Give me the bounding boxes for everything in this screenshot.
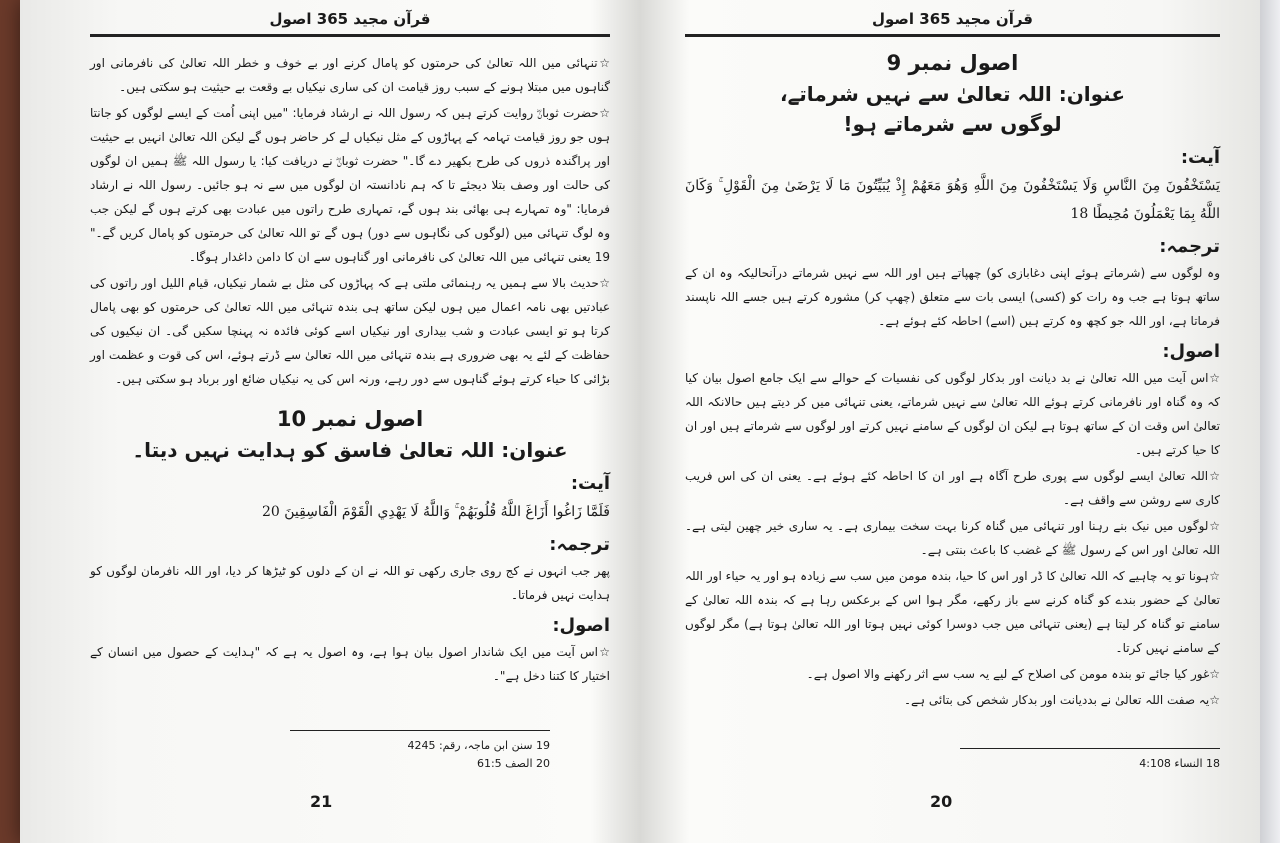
- tarjuma-label: ترجمہ:: [549, 534, 610, 555]
- paragraph: ☆حضرت ثوبانؓ روایت کرتے ہیں کہ رسول اللہ نے ارشاد فرمایا: "میں اپنی اُمت کے ایسے لوگوں کو جانتا ہوں جو روز قیامت تہامہ کے پہاڑوں کے مثل نیکیاں لے کر حاضر ہوں گے لیکن اللہ تعالیٰ انہیں بے حیثیت اور پراگندہ ذروں کی طرح بکھیر دے گا۔" حضرت ثوبانؓ نے دریافت کیا: یا رسول اللہ ﷺ ہمیں ان لوگوں کی حالت اور وصف بتلا دیجئے تا کہ ہم نادانستہ ان لوگوں میں سے نہ ہو جائیں۔ رسول اللہ نے ارشاد فرمایا: "وہ تمہارے ہی بھائی بند ہوں گے، تمہاری طرح راتوں میں عبادت بھی کرتے ہوں گے لیکن جب وہ لوگ تنہائی میں (لوگوں کی نگاہوں سے دور) ہوں گے تو اللہ تعالیٰ کی حرمتوں کو پامال کریں گے۔" 19 یعنی تنہائی میں اللہ تعالیٰ کی نافرمانی اور گناہوں سے ان کا دامن داغدار ہوگا۔: [90, 106, 610, 264]
- ayat-label: آیت:: [570, 473, 610, 494]
- principle-number: اصول نمبر 9: [886, 51, 1019, 75]
- paragraph: ☆ہونا تو یہ چاہیے کہ اللہ تعالیٰ کا ڈر اور اس کا حیا، بندہ مومن میں سب سے زیادہ ہو اور یہ حیاء اور اللہ تعالیٰ کے حضور بندے کو گناہ کرنے سے باز رکھے، مگر ہوا اس کے برعکس رہا ہے کہ بندہ اللہ تعالیٰ کے سامنے تو گناہ کر لیتا ہے (یعنی تنہائی میں جب دوسرا کوئی نہیں ہوتا اور اللہ تعالیٰ ہوتا ہے) مگر لوگوں کے سامنے نہیں کرتا۔: [685, 569, 1220, 655]
- principle-title-line2: لوگوں سے شرماتے ہو!: [843, 112, 1062, 136]
- page-edge: [1260, 0, 1280, 843]
- book-cover-edge: [0, 0, 22, 843]
- paragraph: ☆اللہ تعالیٰ ایسے لوگوں سے پوری طرح آگاہ ہے اور ان کا احاطہ کئے ہوئے ہے۔ یعنی ان کی اس فریب کاری سے روشن سے واقف ہے۔: [685, 469, 1220, 507]
- tarjuma-text: وہ لوگوں سے (شرماتے ہوئے اپنی دغابازی کو) چھپاتے ہیں اور اللہ سے نہیں شرماتے درآنحالیکہ وہ ان کے ساتھ ہوتا ہے جب وہ رات کو (کسی) ایسی بات سے متعلق (چھپ کر) مشورہ کرتے ہیں جسے اللہ ناپسند فرماتا ہے، اور اللہ جو کچھ وہ کرتے ہیں (اسے) احاطہ کئے ہوئے ہے۔: [685, 266, 1220, 328]
- running-head: قرآن مجید 365 اصول: [685, 10, 1220, 37]
- usool-label: اصول:: [1162, 341, 1220, 362]
- usool-label: اصول:: [552, 615, 610, 636]
- usool-text: ☆اس آیت میں ایک شاندار اصول بیان ہوا ہے، وہ اصول یہ ہے کہ "ہدایت کے حصول میں انسان کے اختیار کا کتنا دخل ہے"۔: [90, 645, 610, 683]
- paragraph: ☆لوگوں میں نیک بنے رہنا اور تنہائی میں گناہ کرنا بہت سخت بیماری ہے۔ یہ ساری خیر چھین لیتی ہے۔ اللہ تعالیٰ اور اس کے رسول ﷺ کے غضب کا باعث بنتی ہے۔: [685, 519, 1220, 557]
- principle-number: اصول نمبر 10: [276, 407, 424, 431]
- ayat-label: آیت:: [1180, 147, 1220, 168]
- paragraph: ☆اس آیت میں اللہ تعالیٰ نے بد دیانت اور بدکار لوگوں کی نفسیات کے حوالے سے ایک جامع اصول بیان کیا کہ وہ گناہ اور نافرمانی کرتے ہوئے اللہ تعالیٰ سے نہیں شرماتے، یعنی تنہائی میں کر دیتے ہیں حالانکہ اللہ تعالیٰ اس وقت ان کے ساتھ ہوتا ہے لیکن ان لوگوں کے سامنے نہیں کرتے اور لوگوں سے شرماتے ہیں اور ان کا حیا کرتے ہیں۔: [685, 371, 1220, 457]
- footnote: 20 الصف 61:5: [476, 757, 550, 770]
- right-page: [660, 0, 1260, 843]
- book-spread: [20, 0, 1260, 843]
- page-number: 21: [310, 792, 333, 811]
- ayat-text: يَسْتَخْفُونَ مِنَ النَّاسِ وَلَا يَسْتَخْفُونَ مِنَ اللَّهِ وَهُوَ مَعَهُمْ إِذْ يُبَيِّتُونَ مَا لَا يَرْضَىٰ مِنَ الْقَوْلِ ۚ وَكَانَ اللَّهُ بِمَا يَعْمَلُونَ مُحِيطًا 18: [685, 178, 1220, 222]
- paragraph: ☆حدیث بالا سے ہمیں یہ رہنمائی ملتی ہے کہ پہاڑوں کی مثل بے شمار نیکیاں، قیام اللیل اور راتوں کی عبادتیں بھی نامہ اعمال میں ہوں لیکن ساتھ ہی بندہ تنہائی میں اللہ تعالیٰ کی حرمتوں کو بھی پامال کرتا ہو تو ایسی عبادت و شب بیداری اور نیکیاں اسے کوئی فائدہ نہ پہنچا سکیں گی۔ ان نیکیوں کی حفاظت کے لئے یہ بھی ضروری ہے بندہ تنہائی میں اللہ تعالیٰ سے ڈرتے ہوئے، اس کی قوت و عظمت اور بڑائی کا حیاء کرتے ہوئے گناہوں سے دور رہے، ورنہ اس کی یہ نیکیاں ضائع اور برباد ہو سکتی ہیں۔: [90, 276, 610, 386]
- paragraph: ☆غور کیا جائے تو بندہ مومن کی اصلاح کے لیے یہ سب سے اثر رکھنے والا اصول ہے۔: [806, 667, 1220, 681]
- page-number: 20: [930, 792, 953, 811]
- footnotes: [960, 748, 1220, 773]
- paragraph: ☆تنہائی میں اللہ تعالیٰ کی حرمتوں کو پامال کرنے اور بے خوف و خطر اللہ تعالیٰ کی نافرمانی اور گناہوں میں مبتلا ہونے کے سبب روز قیامت ان کی ساری نیکیاں بے وقعت بے حیثیت ہو سکتی ہیں۔: [90, 56, 610, 94]
- principle-title: عنوان: اللہ تعالیٰ سے نہیں شرماتے،: [779, 82, 1125, 106]
- principle-title: عنوان: اللہ تعالیٰ فاسق کو ہدایت نہیں دیتا۔: [132, 438, 568, 462]
- tarjuma-text: پھر جب انہوں نے کج روی جاری رکھی تو اللہ نے ان کے دلوں کو ٹیڑھا کر دیا، اور اللہ نافرمان لوگوں کو ہدایت نہیں فرماتا۔: [90, 564, 610, 602]
- ayat-text: فَلَمَّا زَاغُوا أَزَاغَ اللَّهُ قُلُوبَهُمْ ۚ وَاللَّهُ لَا يَهْدِي الْقَوْمَ الْفَاسِقِينَ 20: [261, 504, 610, 520]
- footnotes: [290, 730, 550, 773]
- running-head: قرآن مجید 365 اصول: [90, 10, 610, 37]
- footnote: 18 النساء 4:108: [1139, 757, 1220, 770]
- tarjuma-label: ترجمہ:: [1159, 236, 1220, 257]
- paragraph: ☆یہ صفت اللہ تعالیٰ نے بددیانت اور بدکار شخص کی بتائی ہے۔: [903, 693, 1220, 707]
- left-page: [40, 0, 640, 843]
- footnote: 19 سنن ابن ماجہ، رقم: 4245: [407, 739, 550, 752]
